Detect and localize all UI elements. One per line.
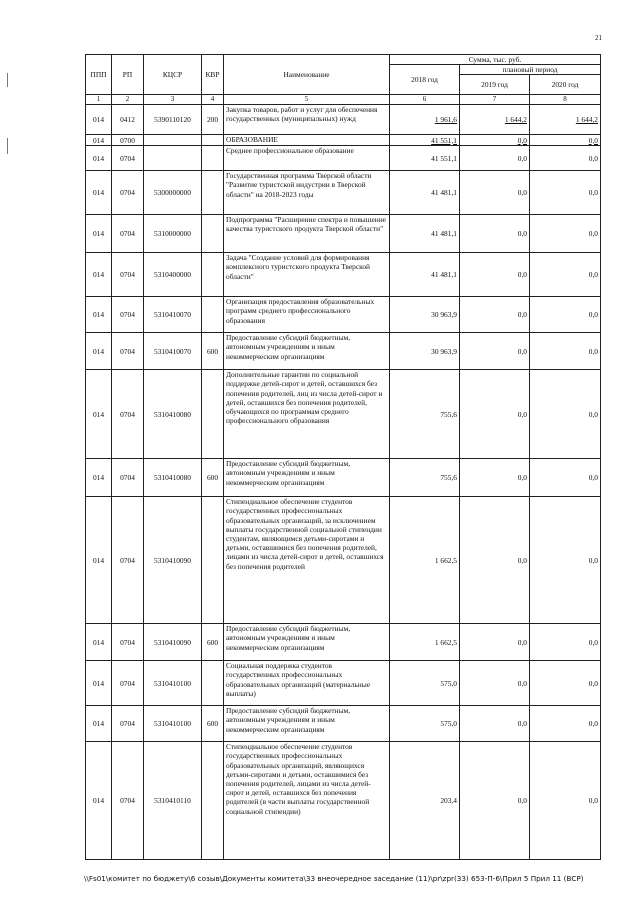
cell-2019: 0,0	[460, 459, 530, 497]
header-kcsr: КЦСР	[144, 55, 202, 95]
table-row	[86, 624, 601, 661]
cell-name: Государственная программа Тверской области "Развитие туристской индустрии в Тверской области" на 2018-2023 годы	[224, 171, 390, 215]
cell-name: Среднее профессиональное образование	[224, 146, 390, 171]
margin-mark	[7, 138, 8, 154]
cell-2019: 0,0	[460, 624, 530, 661]
cell-name: Закупка товаров, работ и услуг для обеспечения государственных (муниципальных) нужд	[224, 105, 390, 135]
cell-name: Стипендиальное обеспечение студентов государственных профессиональных образовательных организаций, за исключением выплаты государственной социальной стипендии студентам, являющимся детьми-сиротами и детьми, оставшимися без попечения родителей, лицами из числа детей-сирот и детей, оставшихся без попечения родителей	[224, 497, 390, 624]
cell-kcsr: 5310000000	[144, 215, 202, 253]
cell-kcsr: 5300000000	[144, 171, 202, 215]
cell-rp: 0704	[112, 215, 144, 253]
cell-name: Предоставление субсидий бюджетным, автономным учреждениям и иным некоммерческим организациям	[224, 624, 390, 661]
table-body	[86, 105, 601, 860]
cell-kcsr: 5310410110	[144, 742, 202, 860]
cell-2018: 1 662,5	[390, 497, 460, 624]
cell-2020: 0,0	[530, 742, 601, 860]
cell-2019: 0,0	[460, 333, 530, 370]
cell-2019: 0,0	[460, 497, 530, 624]
header-year-2019: 2019 год	[460, 75, 530, 95]
cell-2020: 1 644,2	[530, 105, 601, 135]
cell-kcsr: 5310410100	[144, 706, 202, 742]
cell-rp: 0704	[112, 333, 144, 370]
cell-name: Стипендиальное обеспечение студентов государственных профессиональных образовательных организаций, являющихся детьми-сиротами и детьми, оставшимися без попечения родителей, лицами из числа детей-сирот и детей, оставшихся без попечения родителей (в части выплаты государственной социальной стипендии)	[224, 742, 390, 860]
cell-ppp: 014	[86, 105, 112, 135]
cell-rp: 0700	[112, 135, 144, 146]
cell-2019: 0,0	[460, 742, 530, 860]
column-number-row	[86, 95, 601, 105]
table-row	[86, 370, 601, 459]
cell-2020: 0,0	[530, 661, 601, 706]
cell-name: Предоставление субсидий бюджетным, автономным учреждениям и иным некоммерческим организациям	[224, 333, 390, 370]
cell-2018: 41 481,1	[390, 215, 460, 253]
cell-rp: 0412	[112, 105, 144, 135]
cell-ppp: 014	[86, 215, 112, 253]
column-number: 2	[112, 95, 144, 105]
cell-2020: 0,0	[530, 146, 601, 171]
header-name: Наименование	[224, 55, 390, 95]
cell-ppp: 014	[86, 497, 112, 624]
cell-name: Подпрограмма "Расширение спектра и повышение качества туристского продукта Тверской области"	[224, 215, 390, 253]
cell-kvr: 600	[202, 459, 224, 497]
cell-kcsr: 5310410090	[144, 624, 202, 661]
cell-2020: 0,0	[530, 135, 601, 146]
cell-ppp: 014	[86, 742, 112, 860]
header-kvr: КВР	[202, 55, 224, 95]
cell-rp: 0704	[112, 146, 144, 171]
cell-kcsr: 5310410100	[144, 661, 202, 706]
cell-ppp: 014	[86, 297, 112, 333]
cell-2019: 0,0	[460, 370, 530, 459]
cell-2018: 755,6	[390, 370, 460, 459]
cell-2019: 0,0	[460, 297, 530, 333]
header-rp: РП	[112, 55, 144, 95]
cell-rp: 0704	[112, 253, 144, 297]
table-row	[86, 661, 601, 706]
cell-name: Предоставление субсидий бюджетным, автономным учреждениям и иным некоммерческим организациям	[224, 706, 390, 742]
cell-2019: 0,0	[460, 215, 530, 253]
cell-kcsr: 5390110120	[144, 105, 202, 135]
cell-kcsr: 5310410070	[144, 333, 202, 370]
cell-2018: 755,6	[390, 459, 460, 497]
cell-rp: 0704	[112, 706, 144, 742]
table-row	[86, 497, 601, 624]
cell-ppp: 014	[86, 171, 112, 215]
cell-ppp: 014	[86, 146, 112, 171]
column-number: 1	[86, 95, 112, 105]
cell-2020: 0,0	[530, 297, 601, 333]
cell-rp: 0704	[112, 742, 144, 860]
cell-name: Дополнительные гарантии по социальной поддержке детей-сирот и детей, оставшихся без попечения родителей, лиц из числа детей-сирот и детей, оставшихся без попечения родителей, обучающихся по программам среднего профессионального образования	[224, 370, 390, 459]
cell-name: Организация предоставления образовательных программ среднего профессионального образования	[224, 297, 390, 333]
cell-2018: 1 961,6	[390, 105, 460, 135]
cell-2020: 0,0	[530, 171, 601, 215]
column-number: 6	[390, 95, 460, 105]
header-ppp: ППП	[86, 55, 112, 95]
cell-ppp: 014	[86, 253, 112, 297]
column-number: 3	[144, 95, 202, 105]
cell-2018: 41 551,1	[390, 146, 460, 171]
cell-name: Предоставление субсидий бюджетным, автономным учреждениям и иным некоммерческим организациям	[224, 459, 390, 497]
cell-ppp: 014	[86, 706, 112, 742]
file-path-footer: \\Fs01\комитет по бюджету\6 созыв\Документы комитета\33 внеочередное заседание (11)\pr\zpr(33) 653-П-6\Прил 5 Прил 11 (ВСР)	[84, 874, 584, 883]
cell-ppp: 014	[86, 661, 112, 706]
table-row	[86, 253, 601, 297]
cell-kvr: 600	[202, 624, 224, 661]
cell-kvr: 600	[202, 333, 224, 370]
cell-rp: 0704	[112, 171, 144, 215]
cell-name: Социальная поддержка студентов государственных профессиональных образовательных организаций (материальные выплаты)	[224, 661, 390, 706]
cell-kcsr: 5310410070	[144, 297, 202, 333]
cell-ppp: 014	[86, 370, 112, 459]
cell-kvr	[202, 370, 224, 459]
table-row	[86, 135, 601, 146]
cell-kvr	[202, 661, 224, 706]
cell-2020: 0,0	[530, 333, 601, 370]
cell-kcsr: 5310410080	[144, 370, 202, 459]
cell-kvr: 600	[202, 706, 224, 742]
table-row	[86, 297, 601, 333]
cell-ppp: 014	[86, 459, 112, 497]
header-sum-group: Сумма, тыс. руб.	[390, 55, 601, 65]
cell-2019: 0,0	[460, 135, 530, 146]
cell-2018: 575,0	[390, 661, 460, 706]
cell-2018: 203,4	[390, 742, 460, 860]
header-plan-period: плановый период	[460, 65, 601, 75]
table-row	[86, 333, 601, 370]
table-row	[86, 146, 601, 171]
cell-2020: 0,0	[530, 459, 601, 497]
budget-table	[85, 54, 601, 860]
cell-rp: 0704	[112, 370, 144, 459]
cell-2018: 1 662,5	[390, 624, 460, 661]
cell-2019: 0,0	[460, 661, 530, 706]
cell-ppp: 014	[86, 135, 112, 146]
cell-2019: 1 644,2	[460, 105, 530, 135]
cell-2019: 0,0	[460, 146, 530, 171]
cell-2020: 0,0	[530, 253, 601, 297]
cell-kvr	[202, 742, 224, 860]
cell-2020: 0,0	[530, 706, 601, 742]
cell-2020: 0,0	[530, 370, 601, 459]
cell-2018: 41 551,1	[390, 135, 460, 146]
table-row	[86, 459, 601, 497]
table-row	[86, 215, 601, 253]
cell-kvr	[202, 297, 224, 333]
cell-2018: 30 963,9	[390, 297, 460, 333]
cell-2019: 0,0	[460, 706, 530, 742]
cell-kvr	[202, 135, 224, 146]
cell-kvr	[202, 253, 224, 297]
cell-name: Задача "Создание условий для формирования комплексного туристского продукта Тверской области"	[224, 253, 390, 297]
cell-kvr: 200	[202, 105, 224, 135]
table-row	[86, 171, 601, 215]
cell-2018: 41 481,1	[390, 171, 460, 215]
cell-ppp: 014	[86, 333, 112, 370]
cell-kvr	[202, 497, 224, 624]
cell-name: ОБРАЗОВАНИЕ	[224, 135, 390, 146]
cell-kvr	[202, 215, 224, 253]
column-number: 5	[224, 95, 390, 105]
margin-mark	[7, 73, 8, 87]
page-number: 21	[595, 34, 602, 42]
column-number: 8	[530, 95, 601, 105]
cell-kcsr: 5310400000	[144, 253, 202, 297]
cell-2020: 0,0	[530, 624, 601, 661]
cell-kvr	[202, 171, 224, 215]
cell-ppp: 014	[86, 624, 112, 661]
cell-rp: 0704	[112, 624, 144, 661]
table-row	[86, 742, 601, 860]
table-row	[86, 706, 601, 742]
header-year-2018: 2018 год	[390, 65, 460, 95]
cell-rp: 0704	[112, 459, 144, 497]
cell-rp: 0704	[112, 661, 144, 706]
cell-kvr	[202, 146, 224, 171]
cell-2020: 0,0	[530, 497, 601, 624]
cell-2019: 0,0	[460, 171, 530, 215]
cell-rp: 0704	[112, 297, 144, 333]
header-year-2020: 2020 год	[530, 75, 601, 95]
table-header	[86, 55, 601, 105]
column-number: 4	[202, 95, 224, 105]
cell-kcsr: 5310410090	[144, 497, 202, 624]
cell-rp: 0704	[112, 497, 144, 624]
cell-2018: 41 481,1	[390, 253, 460, 297]
cell-2019: 0,0	[460, 253, 530, 297]
cell-kcsr: 5310410080	[144, 459, 202, 497]
cell-2020: 0,0	[530, 215, 601, 253]
cell-kcsr	[144, 135, 202, 146]
table-row	[86, 105, 601, 135]
cell-2018: 30 963,9	[390, 333, 460, 370]
cell-2018: 575,0	[390, 706, 460, 742]
cell-kcsr	[144, 146, 202, 171]
column-number: 7	[460, 95, 530, 105]
